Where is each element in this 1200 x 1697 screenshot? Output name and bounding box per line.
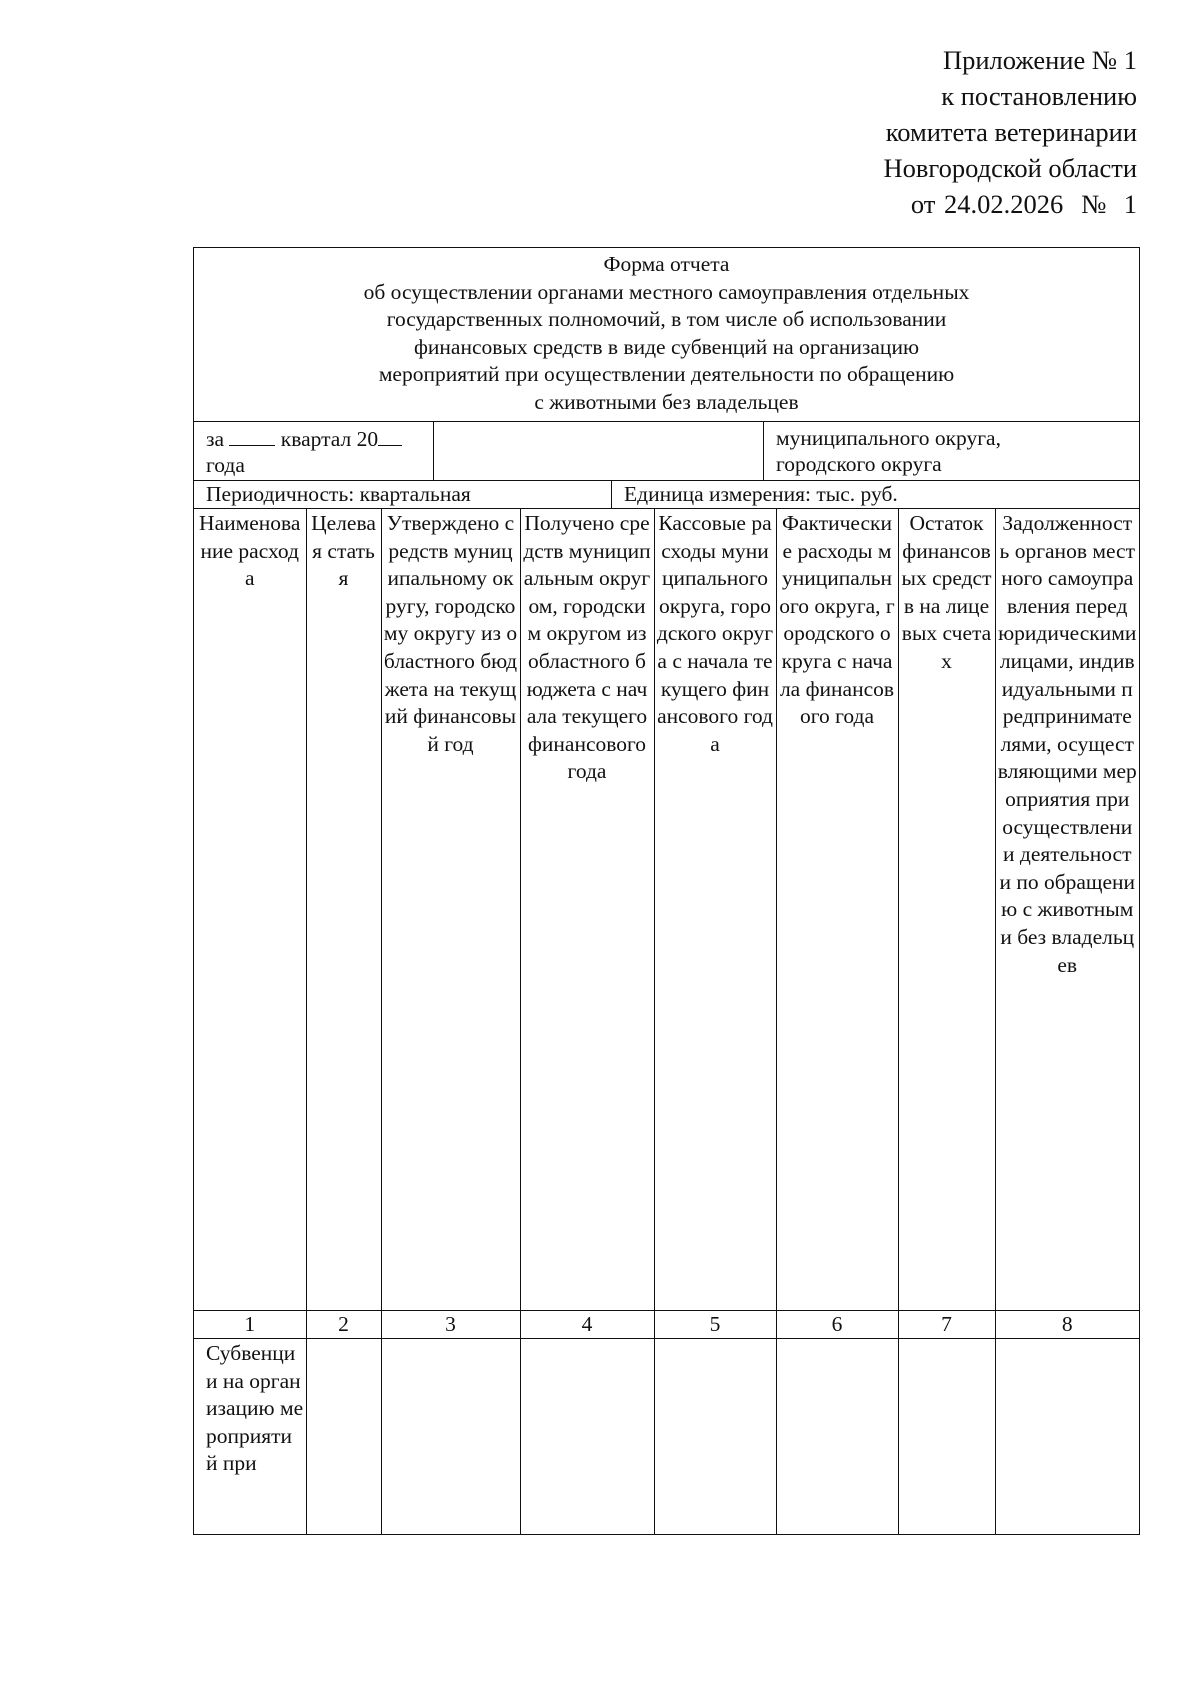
period-cell <box>194 422 434 480</box>
table-cell[interactable] <box>776 1339 898 1535</box>
appendix-line-4: Новгородской области <box>883 153 1137 183</box>
periodicity-label: Периодичность: квартальная <box>194 481 612 508</box>
period-row <box>194 422 1139 481</box>
municipality-type-line-1: муниципального округа, <box>776 426 1001 450</box>
municipality-type-line-2: городского округа <box>776 452 942 476</box>
table-cell[interactable] <box>654 1339 776 1535</box>
column-number: 2 <box>306 1311 381 1339</box>
column-number: 4 <box>520 1311 654 1339</box>
municipality-name-field[interactable] <box>434 422 764 480</box>
table-cell[interactable] <box>381 1339 520 1535</box>
appendix-block <box>717 42 1137 222</box>
appendix-date: от 24.02.2026 <box>910 189 1064 219</box>
column-header: Задолженность органов местного самоуправления перед юридическими лицами, индивидуальными предпринимателями, осуществляющими мероприятия при осуществлении деятельности по обращению с животными без владельцев <box>995 509 1139 1311</box>
appendix-number: 1 <box>1123 189 1137 219</box>
period-kvartal: квартал 20 <box>280 427 379 451</box>
municipality-type-cell <box>764 422 1139 480</box>
form-title-line-2: об осуществлении органами местного самоуправления отдельных <box>363 279 970 304</box>
column-header: Утверждено средств муниципальному округу, городскому округу из областного бюджета на текущий финансовый год <box>381 509 520 1311</box>
column-header: Наименование расхода <box>194 509 306 1311</box>
header-row <box>194 509 1139 1311</box>
form-title-line-3: государственных полномочий, в том числе об использовании <box>386 307 947 331</box>
report-table <box>194 509 1139 1534</box>
year-blank[interactable] <box>378 425 402 446</box>
form-title-line-1: Форма отчета <box>603 252 730 276</box>
form-title-line-6: с животными без владельцев <box>534 389 799 414</box>
appendix-date-line <box>717 186 1137 222</box>
unit-row <box>194 481 1139 509</box>
period-za: за <box>206 427 225 451</box>
report-form <box>193 247 1140 1535</box>
appendix-number-sign: № <box>1081 189 1107 219</box>
column-number: 8 <box>995 1311 1139 1339</box>
appendix-line-2: к постановлению <box>941 81 1137 111</box>
table-cell[interactable] <box>995 1339 1139 1535</box>
quarter-blank[interactable] <box>229 425 275 446</box>
table-cell[interactable] <box>898 1339 995 1535</box>
column-header: Остаток финансовых средств на лицевых счетах <box>898 509 995 1311</box>
column-number: 5 <box>654 1311 776 1339</box>
table-cell[interactable] <box>306 1339 381 1535</box>
table-cell[interactable] <box>520 1339 654 1535</box>
period-goda: года <box>206 453 245 477</box>
column-header: Кассовые расходы муниципального округа, городского округа с начала текущего финансового года <box>654 509 776 1311</box>
column-number: 6 <box>776 1311 898 1339</box>
appendix-line-1: Приложение № 1 <box>942 45 1137 75</box>
appendix-line-3: комитета ветеринарии <box>885 117 1137 147</box>
table-row <box>194 1339 1139 1535</box>
form-title <box>194 248 1139 422</box>
column-number: 3 <box>381 1311 520 1339</box>
column-header: Получено средств муниципальным округом, городским округом из областного бюджета с начала текущего финансового года <box>520 509 654 1311</box>
column-header: Целевая статья <box>306 509 381 1311</box>
expense-name-cell: Субвенции на организацию мероприятий при <box>194 1339 306 1535</box>
column-number-row <box>194 1311 1139 1339</box>
column-number: 7 <box>898 1311 995 1339</box>
column-number: 1 <box>194 1311 306 1339</box>
column-header: Фактические расходы муниципального округа, городского округа с начала финансового года <box>776 509 898 1311</box>
unit-label: Единица измерения: тыс. руб. <box>624 482 898 506</box>
form-title-line-5: мероприятий при осуществлении деятельности по обращению <box>378 362 955 386</box>
form-title-line-4: финансовых средств в виде субвенций на организацию <box>413 334 920 359</box>
